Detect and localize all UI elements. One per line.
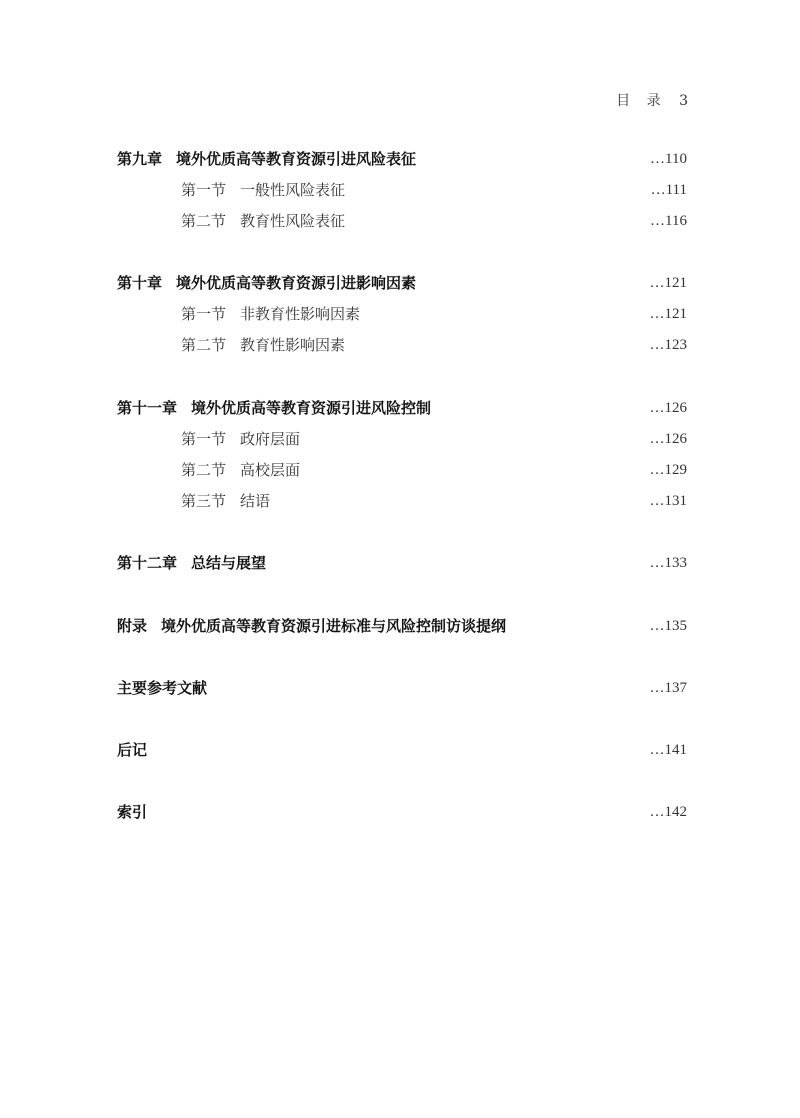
toc-section-9-2[interactable]: [117, 210, 687, 232]
toc-entry-text: 境外优质高等教育资源引进标准与风险控制访谈提纲: [161, 617, 507, 635]
running-header: [616, 90, 688, 110]
toc-entry-text: 高校层面: [240, 461, 301, 479]
toc-entry-title: [117, 397, 431, 419]
toc-entry-title: [181, 179, 345, 201]
toc-entry-text: 政府层面: [240, 430, 301, 448]
toc-page-number: …116: [650, 213, 687, 229]
header-section-title: 目 录: [616, 93, 667, 109]
toc-entry-text: 境外优质高等教育资源引进风险表征: [176, 150, 417, 168]
toc-page-number: …135: [649, 618, 687, 634]
toc-chapter-9[interactable]: [117, 148, 687, 170]
toc-entry-label: 第十二章: [117, 554, 178, 572]
toc-entry-text: 教育性影响因素: [240, 336, 346, 354]
toc-entry-text: 总结与展望: [191, 554, 267, 572]
toc-section-11-3[interactable]: [117, 490, 687, 512]
toc-entry-title: [117, 272, 416, 294]
toc-entry-label: 第二节: [181, 336, 227, 354]
toc-page-number: …142: [649, 804, 687, 820]
toc-entry-title: [181, 428, 300, 450]
toc-entry-text: 一般性风险表征: [240, 181, 346, 199]
toc-entry-title: [181, 210, 345, 232]
toc-page-number: …137: [649, 680, 687, 696]
toc-entry-text: 境外优质高等教育资源引进影响因素: [176, 274, 417, 292]
toc-index[interactable]: [117, 801, 687, 823]
toc-page-number: …133: [649, 555, 687, 571]
toc-entry-text: 非教育性影响因素: [240, 305, 361, 323]
toc-entry-label: 附录: [117, 617, 148, 635]
toc-entry-text: 结语: [240, 492, 271, 510]
toc-entry-label: 后记: [117, 741, 148, 759]
toc-entry-title: [117, 615, 506, 637]
toc-section-11-2[interactable]: [117, 459, 687, 481]
toc-entry-label: 索引: [117, 803, 148, 821]
toc-entry-label: 第一节: [181, 305, 227, 323]
toc-entry-title: [117, 739, 147, 761]
toc-entry-label: 第十一章: [117, 399, 178, 417]
toc-page-number: …123: [649, 337, 687, 353]
toc-section-10-2[interactable]: [117, 334, 687, 356]
toc-entry-label: 第十章: [117, 274, 163, 292]
toc-entry-title: [181, 303, 360, 325]
toc-entry-title: [117, 677, 207, 699]
toc-entry-title: [181, 459, 300, 481]
toc-section-9-1[interactable]: [117, 179, 687, 201]
toc-section-10-1[interactable]: [117, 303, 687, 325]
toc-page-number: …126: [649, 400, 687, 416]
toc-entry-title: [117, 552, 266, 574]
toc-page-number: …126: [649, 431, 687, 447]
toc-entry-label: 第三节: [181, 492, 227, 510]
toc-entry-text: 教育性风险表征: [240, 212, 346, 230]
toc-entry-title: [181, 490, 270, 512]
toc-entry-label: 第二节: [181, 212, 227, 230]
toc-section-11-1[interactable]: [117, 428, 687, 450]
toc-entry-label: 主要参考文献: [117, 679, 208, 697]
toc-entry-label: 第九章: [117, 150, 163, 168]
toc-appendix[interactable]: [117, 615, 687, 637]
toc-entry-title: [117, 801, 147, 823]
toc-page-number: …141: [649, 742, 687, 758]
toc-page-number: …110: [650, 151, 687, 167]
toc-page-number: …129: [649, 462, 687, 478]
toc-page-number: …121: [649, 306, 687, 322]
toc-entry-label: 第一节: [181, 181, 227, 199]
toc-chapter-11[interactable]: [117, 397, 687, 419]
toc-afterword[interactable]: [117, 739, 687, 761]
toc-chapter-10[interactable]: [117, 272, 687, 294]
toc-page-number: …121: [649, 275, 687, 291]
toc-entry-title: [117, 148, 416, 170]
toc-page-number: …111: [650, 182, 687, 198]
toc-entry-label: 第一节: [181, 430, 227, 448]
toc-page-number: …131: [649, 493, 687, 509]
toc-entry-title: [181, 334, 345, 356]
header-page-number: 3: [679, 93, 688, 109]
toc-entry-text: 境外优质高等教育资源引进风险控制: [191, 399, 432, 417]
toc-chapter-12[interactable]: [117, 552, 687, 574]
toc-entry-label: 第二节: [181, 461, 227, 479]
toc-references[interactable]: [117, 677, 687, 699]
